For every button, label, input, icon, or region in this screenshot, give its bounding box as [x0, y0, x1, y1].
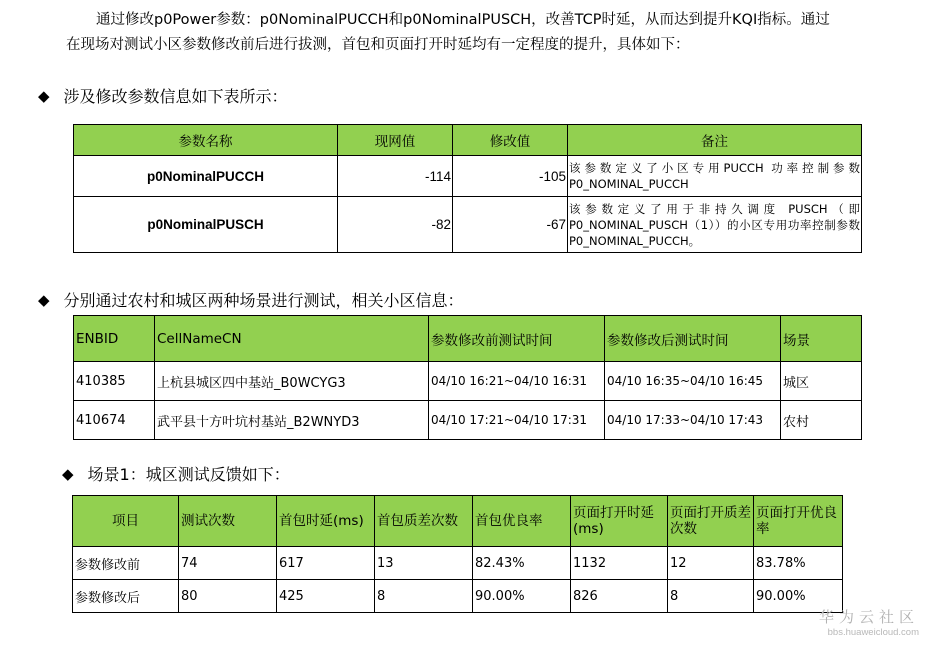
data-cell: 83.78%: [754, 547, 843, 580]
column-header: 备注: [568, 125, 862, 156]
data-cell: 90.00%: [754, 580, 843, 613]
column-header: 页面打开质差次数: [668, 496, 754, 547]
section3-heading-text: 场景1：城区测试反馈如下：: [87, 465, 290, 484]
param-table: [73, 124, 862, 253]
after-time-cell: 04/10 17:33~04/10 17:43: [605, 401, 781, 440]
current-value-cell: -82: [338, 197, 453, 253]
data-cell: 90.00%: [473, 580, 571, 613]
column-header: 修改值: [453, 125, 568, 156]
modified-value-cell: -105: [453, 156, 568, 197]
urban-test-table-header: [73, 496, 843, 547]
current-value-cell: -114: [338, 156, 453, 197]
item-cell: 参数修改前: [73, 547, 179, 580]
column-header: 参数名称: [74, 125, 338, 156]
diamond-bullet-icon: ◆: [38, 290, 50, 309]
cell-info-table-header: [74, 316, 862, 362]
column-header: 首包优良率: [473, 496, 571, 547]
data-cell: 12: [668, 547, 754, 580]
column-header: 参数修改后测试时间: [605, 316, 781, 362]
item-cell: 参数修改后: [73, 580, 179, 613]
cell-name-cell: 上杭县城区四中基站_B0WCYG3: [155, 362, 429, 401]
column-header: 测试次数: [179, 496, 277, 547]
data-cell: 425: [277, 580, 375, 613]
data-cell: 8: [375, 580, 473, 613]
enbid-cell: 410385: [74, 362, 155, 401]
column-header: 参数修改前测试时间: [429, 316, 605, 362]
table-row: [74, 156, 862, 197]
param-name-cell: p0NominalPUSCH: [74, 197, 338, 253]
enbid-cell: 410674: [74, 401, 155, 440]
watermark-url: bbs.huaweicloud.com: [827, 627, 919, 638]
data-cell: 8: [668, 580, 754, 613]
column-header: CellNameCN: [155, 316, 429, 362]
table-row: [73, 547, 843, 580]
modified-value-cell: -67: [453, 197, 568, 253]
intro-line-1: 通过修改p0Power参数：p0NominalPUCCH和p0NominalPUSCH，改善TCP时延，从而达到提升KQI指标。通过: [96, 12, 830, 28]
column-header: 项目: [73, 496, 179, 547]
column-header: 页面打开时延(ms): [571, 496, 668, 547]
data-cell: 74: [179, 547, 277, 580]
data-cell: 13: [375, 547, 473, 580]
data-cell: 826: [571, 580, 668, 613]
before-time-cell: 04/10 16:21~04/10 16:31: [429, 362, 605, 401]
diamond-bullet-icon: ◆: [62, 464, 74, 483]
table-row: [73, 580, 843, 613]
table-row: [74, 362, 862, 401]
param-name-cell: p0NominalPUCCH: [74, 156, 338, 197]
column-header: 场景: [781, 316, 862, 362]
cell-name-cell: 武平县十方叶坑村基站_B2WNYD3: [155, 401, 429, 440]
section3-heading: [62, 462, 290, 485]
note-cell: 该参数定义了用于非持久调度 PUSCH（即P0_NOMINAL_PUSCH（1））的小区专用功率控制参数P0_NOMINAL_PUCCH。: [568, 197, 862, 253]
column-header: 首包质差次数: [375, 496, 473, 547]
column-header: 现网值: [338, 125, 453, 156]
diamond-bullet-icon: ◆: [38, 86, 50, 105]
cell-info-table: [73, 315, 862, 440]
section1-heading-text: 涉及修改参数信息如下表所示：: [63, 87, 288, 106]
data-cell: 80: [179, 580, 277, 613]
before-time-cell: 04/10 17:21~04/10 17:31: [429, 401, 605, 440]
intro-paragraph: [66, 8, 886, 58]
note-cell: 该参数定义了小区专用PUCCH 功率控制参数P0_NOMINAL_PUCCH: [568, 156, 862, 197]
watermark: [819, 606, 919, 638]
data-cell: 82.43%: [473, 547, 571, 580]
column-header: ENBID: [74, 316, 155, 362]
data-cell: 1132: [571, 547, 668, 580]
section2-heading: [38, 288, 464, 311]
scene-cell: 农村: [781, 401, 862, 440]
param-table-header: [74, 125, 862, 156]
intro-line-2: 在现场对测试小区参数修改前后进行拔测，首包和页面打开时延均有一定程度的提升，具体如下：: [66, 37, 690, 53]
after-time-cell: 04/10 16:35~04/10 16:45: [605, 362, 781, 401]
table-row: [74, 401, 862, 440]
scene-cell: 城区: [781, 362, 862, 401]
column-header: 首包时延(ms): [277, 496, 375, 547]
column-header: 页面打开优良率: [754, 496, 843, 547]
table-row: [74, 197, 862, 253]
section1-heading: [38, 84, 288, 107]
data-cell: 617: [277, 547, 375, 580]
section2-heading-text: 分别通过农村和城区两种场景进行测试，相关小区信息：: [63, 291, 464, 310]
watermark-title: 华为云社区: [818, 608, 919, 626]
urban-test-table: [72, 495, 843, 613]
